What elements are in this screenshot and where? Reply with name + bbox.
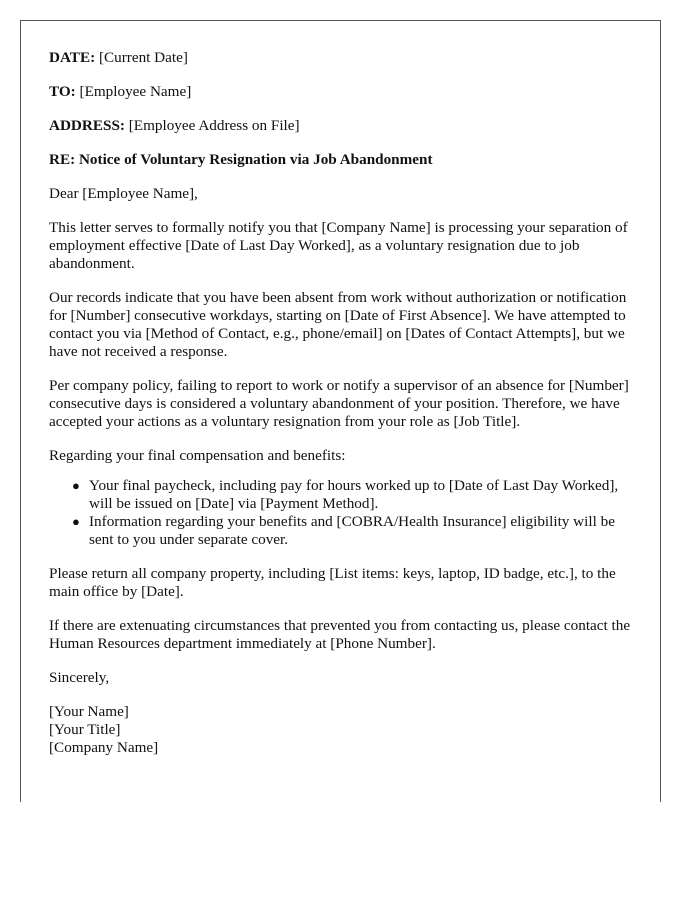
bullet-icon: ● <box>72 514 80 529</box>
subject-label: RE: <box>49 151 76 168</box>
address-label: ADDRESS: <box>49 117 125 134</box>
signature-name: [Your Name] <box>49 703 129 720</box>
salutation: Dear [Employee Name], <box>49 185 198 202</box>
to-label: TO: <box>49 83 76 100</box>
letter-page <box>20 20 661 802</box>
signature-company: [Company Name] <box>49 739 159 756</box>
signature-block <box>49 703 632 757</box>
address-value: [Employee Address on File] <box>128 117 300 134</box>
paragraph-return-property: Please return all company property, including [List items: keys, laptop, ID badge, etc.], to the main office by [Date]. <box>49 565 616 600</box>
paragraph-contact-hr: If there are extenuating circumstances that prevented you from contacting us, please contact the Human Resources department immediately at [Phone Number]. <box>49 617 631 652</box>
benefit-paycheck: Your final paycheck, including pay for hours worked up to [Date of Last Day Worked], will be issued on [Date] via [Payment Method]. <box>89 477 619 512</box>
signature-title: [Your Title] <box>49 721 121 738</box>
date-value: [Current Date] <box>98 49 188 66</box>
address-line <box>49 117 632 135</box>
benefits-list <box>49 477 632 549</box>
subject-value: Notice of Voluntary Resignation via Job Abandonment <box>78 151 433 168</box>
to-value: [Employee Name] <box>79 83 192 100</box>
list-item <box>72 477 632 513</box>
date-label: DATE: <box>49 49 96 66</box>
bullet-icon: ● <box>72 478 80 493</box>
benefit-insurance: Information regarding your benefits and [COBRA/Health Insurance] eligibility will be sent to you under separate cover. <box>89 513 615 548</box>
date-line <box>49 49 632 67</box>
signoff: Sincerely, <box>49 669 110 686</box>
paragraph-records: Our records indicate that you have been absent from work without authorization or notification for [Number] consecutive workdays, starting on [Date of First Absence]. We have attempted to contact you via [Method of Contact, e.g., phone/email] on [Dates of Contact Attempts], but we have not received a response. <box>49 289 627 360</box>
paragraph-policy: Per company policy, failing to report to work or notify a supervisor of an absence for [Number] consecutive days is considered a voluntary abandonment of your position. Therefore, we have accepted your actions as a voluntary resignation from your role as [Job Title]. <box>49 377 629 430</box>
paragraph-compensation-intro: Regarding your final compensation and benefits: <box>49 447 346 464</box>
list-item <box>72 513 632 549</box>
paragraph-notification: This letter serves to formally notify you that [Company Name] is processing your separation of employment effective [Date of Last Day Worked], as a voluntary resignation due to job abandonment. <box>49 219 628 272</box>
subject-line <box>49 151 632 169</box>
to-line <box>49 83 632 101</box>
